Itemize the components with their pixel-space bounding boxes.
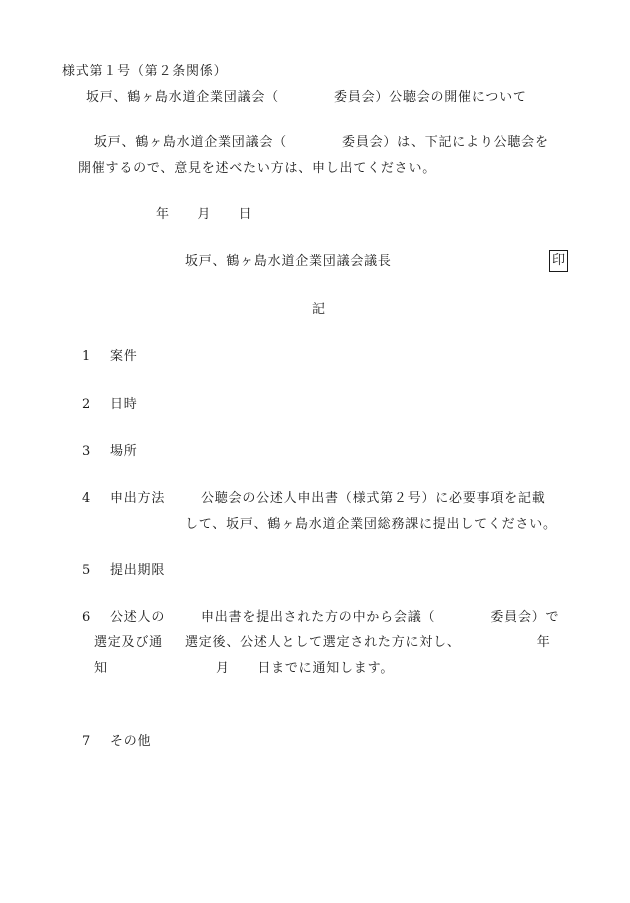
item-number-7: 7 [82,734,92,749]
item-number-6: 6 [82,610,92,625]
signer: 坂戸、鶴ヶ島水道企業団議会議長 [185,254,392,269]
seal-mark: 印 [549,250,568,272]
item-number-4: 4 [82,491,92,506]
item-text-6-line-1: 申出書を提出された方の中から会議（ 委員会）で [201,610,560,625]
item-number-2: 2 [82,397,92,412]
page-title: 坂戸、鶴ヶ島水道企業団議会（ 委員会）公聴会の開催について [86,90,527,105]
item-text-6-line-2: 選定後、公述人として選定された方に対し、 年 [185,635,551,650]
item-label-6-line-3: 知 [94,661,108,676]
item-text-6-line-3: 月 日までに通知します。 [216,661,395,676]
item-label-3: 場所 [110,444,138,459]
item-label-1: 案件 [110,349,138,364]
item-label-2: 日時 [110,397,138,412]
item-label-6-line-2: 選定及び通 [94,635,163,650]
item-number-3: 3 [82,444,92,459]
item-label-7: その他 [110,734,152,749]
form-label: 様式第１号（第２条関係） [62,64,228,79]
item-text-4-line-2: して、坂戸、鶴ヶ島水道企業団総務課に提出してください。 [185,517,557,532]
item-label-6-line-1: 公述人の [110,610,166,625]
date-line: 年 月 日 [156,207,253,222]
item-text-4-line-1: 公聴会の公述人申出書（様式第２号）に必要事項を記載 [201,491,546,506]
intro-line-2: 開催するので、意見を述べたい方は、申し出てください。 [78,161,437,176]
item-number-5: 5 [82,563,92,578]
item-label-5: 提出期限 [110,563,166,578]
ki-heading: 記 [312,302,326,317]
item-number-1: 1 [82,349,92,364]
item-label-4: 申出方法 [110,491,166,506]
intro-line-1: 坂戸、鶴ヶ島水道企業団議会（ 委員会）は、下記により公聴会を [94,135,549,150]
